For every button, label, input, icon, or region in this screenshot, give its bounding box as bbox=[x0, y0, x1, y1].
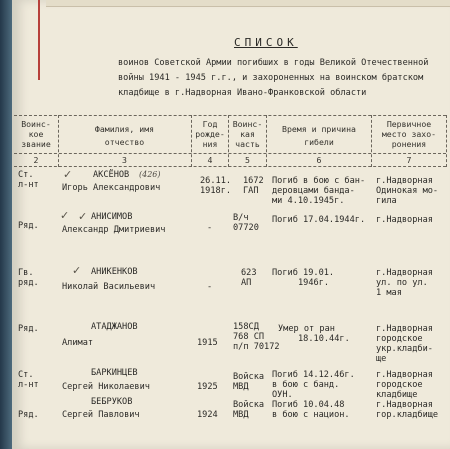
burial-cell: Одинокая мо- bbox=[376, 186, 439, 196]
header-burial-line: ронения bbox=[391, 139, 427, 149]
burial-cell: городское bbox=[376, 380, 423, 390]
surname-cell: АНИСИМОВ bbox=[91, 212, 133, 222]
name-cell: Игорь Александрович bbox=[62, 183, 161, 193]
burial-cell: г.Надворная bbox=[376, 370, 433, 380]
burial-cell: укр.кладби- bbox=[376, 344, 433, 354]
name-cell: Александр Дмитриевич bbox=[62, 225, 166, 235]
surname-cell: АКСЁНОВ bbox=[93, 170, 130, 180]
death-cell: Погиб 10.04.48 bbox=[272, 400, 345, 410]
header-death-line: гибели bbox=[304, 137, 334, 147]
header-death-line: Время и причина bbox=[282, 124, 356, 134]
burial-cell: г.Надворная bbox=[376, 215, 433, 225]
subtitle-line-2: войны 1941 - 1945 г.г., и захороненных на воинском братском bbox=[118, 73, 424, 83]
surname-cell: БЕБРУКОВ bbox=[91, 397, 133, 407]
unit-cell: п/п 70172 bbox=[233, 342, 280, 352]
burial-cell: гила bbox=[376, 196, 397, 206]
header-unit-line: кая bbox=[240, 129, 255, 139]
death-cell: ми 4.10.1945г. bbox=[272, 196, 345, 206]
year-cell: - bbox=[207, 282, 213, 292]
name-cell: Сергей Николаевич bbox=[62, 382, 150, 392]
death-cell: 1946г. bbox=[298, 278, 330, 288]
header-year-line: ния bbox=[202, 139, 218, 149]
title-text: СПИСОК bbox=[234, 36, 298, 49]
year-cell: 1925 bbox=[197, 382, 218, 392]
rank-cell: Ряд. bbox=[18, 410, 39, 420]
death-cell: Погиб 17.04.1944г. bbox=[272, 215, 366, 225]
column-number: 3 bbox=[122, 155, 127, 165]
death-cell: Умер от ран bbox=[278, 324, 335, 334]
unit-cell: Войска bbox=[233, 400, 265, 410]
header-unit-line: часть bbox=[235, 139, 260, 149]
handwritten-note: (426) bbox=[139, 170, 161, 179]
rank-cell: л-нт bbox=[18, 180, 39, 190]
unit-cell: Войска bbox=[233, 372, 265, 382]
unit-cell: МВД bbox=[233, 410, 249, 420]
column-number: 7 bbox=[406, 155, 412, 165]
unit-cell: МВД bbox=[233, 382, 249, 392]
death-cell: ОУН. bbox=[272, 390, 293, 400]
header-year-line: рожде- bbox=[195, 129, 225, 139]
burial-cell: 1 мая bbox=[376, 288, 402, 298]
death-cell: деровцами банда- bbox=[272, 186, 355, 196]
burial-cell: ще bbox=[376, 354, 387, 364]
death-cell: 18.10.44г. bbox=[298, 334, 350, 344]
unit-cell: ГАП bbox=[243, 186, 259, 196]
name-cell: Алимат bbox=[62, 338, 94, 348]
burial-cell: гор.кладбище bbox=[376, 410, 439, 420]
death-cell: Погиб в бою с бан- bbox=[272, 176, 366, 186]
unit-cell: 1672 bbox=[243, 176, 264, 186]
death-cell: в бою с национ. bbox=[272, 410, 350, 420]
table-line-numbers bbox=[14, 166, 446, 167]
header-unit-line: Воинс- bbox=[232, 119, 263, 129]
burial-cell: ул. по ул. bbox=[376, 278, 428, 288]
burial-cell: г.Надворная bbox=[376, 324, 433, 334]
rank-cell: Ст. bbox=[18, 170, 34, 180]
column-number: 2 bbox=[33, 155, 39, 165]
header-rank-line: Воинс- bbox=[21, 119, 51, 129]
surname-cell: АТАДЖАНОВ bbox=[91, 322, 138, 332]
year-cell: 1918г. bbox=[200, 186, 232, 196]
table-line-header bbox=[14, 153, 446, 154]
header-rank-line: звание bbox=[21, 139, 51, 149]
header-burial-line: Первичное bbox=[386, 119, 432, 129]
header-name-line: Фамилия, имя bbox=[94, 124, 155, 134]
surname-cell: БАРКИНЦЕВ bbox=[91, 368, 138, 378]
check-mark-icon: ✓ bbox=[78, 210, 88, 223]
red-margin-mark bbox=[38, 0, 40, 80]
binder-edge bbox=[0, 0, 12, 449]
rank-cell: Ряд. bbox=[18, 221, 39, 231]
header-name-line: отчество bbox=[104, 137, 145, 147]
rank-cell: Ряд. bbox=[18, 324, 39, 334]
rank-cell: Гв. bbox=[18, 268, 34, 278]
rank-cell: Ст. bbox=[18, 370, 34, 380]
death-cell: в бою с банд. bbox=[272, 380, 340, 390]
year-cell: 26.11. bbox=[200, 176, 232, 186]
unit-cell: 768 СП bbox=[233, 332, 265, 342]
death-cell: Погиб 19.01. bbox=[272, 268, 335, 278]
rank-cell: ряд. bbox=[18, 278, 39, 288]
year-cell: 1915 bbox=[197, 338, 218, 348]
burial-cell: г.Надворная bbox=[376, 400, 433, 410]
check-mark-icon: ✓ bbox=[72, 264, 82, 277]
column-number: 5 bbox=[245, 155, 250, 165]
burial-cell: г.Надворная bbox=[376, 268, 433, 278]
death-cell: Погиб 14.12.46г. bbox=[272, 370, 355, 380]
burial-cell: кладбище bbox=[376, 390, 418, 400]
unit-cell: 158СД bbox=[233, 322, 259, 332]
unit-cell: В/ч bbox=[233, 213, 249, 223]
table-divider-6 bbox=[446, 115, 447, 167]
column-number: 6 bbox=[316, 155, 322, 165]
subtitle-line-3: кладбище в г.Надворная Ивано-Франковской области bbox=[118, 88, 367, 98]
unit-cell: 07720 bbox=[233, 223, 259, 233]
unit-cell: 623 bbox=[241, 268, 257, 278]
rank-cell: л-нт bbox=[18, 380, 39, 390]
burial-cell: городское bbox=[376, 334, 423, 344]
header-rank-line: кое bbox=[28, 129, 44, 139]
year-cell: 1924 bbox=[197, 410, 218, 420]
table-line-top bbox=[14, 115, 446, 116]
name-cell: Сергей Павлович bbox=[62, 410, 140, 420]
subtitle-line-1: воинов Советской Армии погибших в годы Великой Отечественной bbox=[118, 58, 429, 68]
year-cell: - bbox=[207, 223, 213, 233]
header-year-line: Год bbox=[202, 119, 218, 129]
unit-cell: АП bbox=[241, 278, 252, 288]
check-mark-icon: ✓ bbox=[63, 168, 73, 181]
header-burial-line: место захо- bbox=[381, 129, 437, 139]
name-cell: Николай Васильевич bbox=[62, 282, 156, 292]
check-mark-icon: ✓ bbox=[60, 209, 70, 222]
paper-top-edge bbox=[46, 0, 450, 7]
burial-cell: г.Надворная bbox=[376, 176, 433, 186]
surname-cell: АНИКЕНКОВ bbox=[91, 267, 138, 277]
column-number: 4 bbox=[207, 155, 213, 165]
